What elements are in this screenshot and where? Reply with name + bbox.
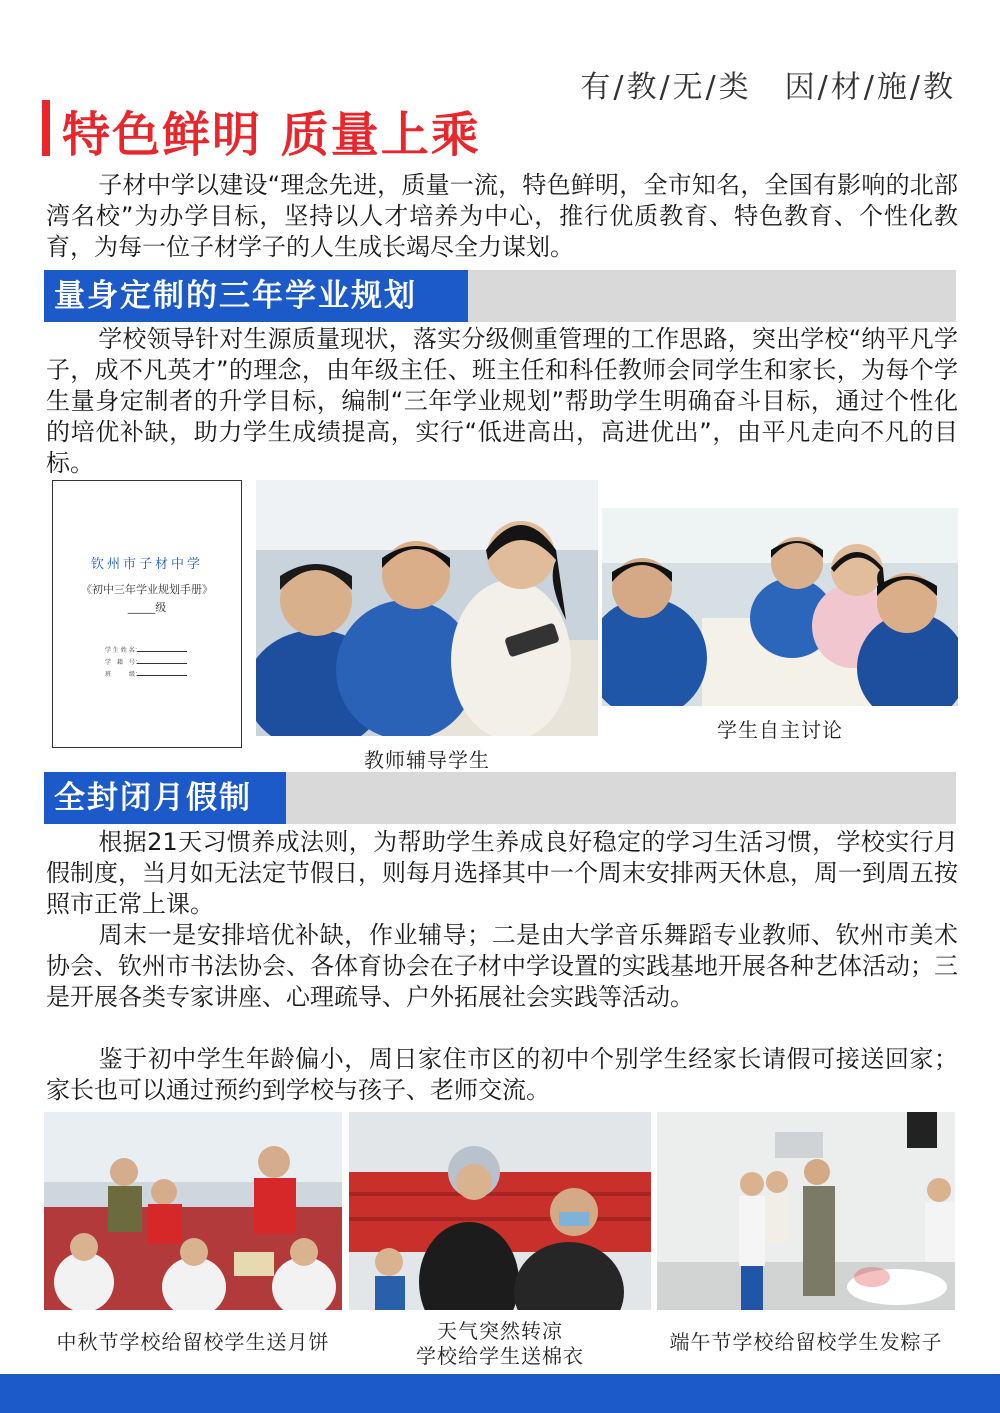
caption-teacher-tutoring: 教师辅导学生: [364, 748, 490, 772]
section2-paragraph-3: [46, 1044, 958, 1106]
booklet-field-line: [137, 651, 187, 652]
planning-booklet-cover: [52, 480, 242, 748]
section2-heading: 全封闭月假制: [44, 772, 286, 824]
section2-paragraph-2: [46, 920, 958, 1013]
section1-heading: 量身定制的三年学业规划: [44, 270, 468, 322]
caption-dragon-boat: 端午节学校给留校学生发粽子: [669, 1330, 943, 1354]
caption-cotton-line2: 学校给学生送棉衣: [416, 1344, 584, 1368]
section1-text: 学校领导针对生源质量现状，落实分级侧重管理的工作思路，突出学校“纳平凡学子，成不凡英才”的理念，由年级主任、班主任和科任教师会同学生和家长，为每个学生量身定制者的升学目标，编制“三年学业规划”帮助学生明确奋斗目标，通过个性化的培优补缺，助力学生成绩提高，实行“低进高出，高进优出”，由平凡走向不凡的目标。: [46, 325, 958, 477]
caption-mid-autumn: 中秋节学校给留校学生送月饼: [56, 1330, 330, 1354]
intro-text: 子材中学以建设“理念先进，质量一流，特色鲜明，全市知名，全国有影响的北部湾名校”为办学目标，坚持以人才培养为中心，推行优质教育、特色教育、个性化教育，为每一位子材学子的人生成长竭尽全力谋划。: [46, 171, 958, 261]
booklet-field-name: 学 生 姓 名：: [105, 647, 141, 654]
section1-paragraph: [46, 324, 958, 479]
booklet-school-name: 钦州市子材中学: [90, 557, 203, 572]
booklet-field-line: [137, 663, 187, 664]
title-accent-bar: [42, 100, 50, 156]
booklet-field-line: [137, 675, 187, 676]
photo-dragon-boat-zongzi: [657, 1112, 955, 1310]
photo-mid-autumn-mooncakes: [44, 1112, 342, 1310]
photo-teacher-tutoring: [256, 480, 598, 736]
section2-text-2: 周末一是安排培优补缺，作业辅导；二是由大学音乐舞蹈专业教师、钦州市美术协会、钦州市书法协会、各体育协会在子材中学设置的实践基地开展各种艺体活动；三是开展各类专家讲座、心理疏导、户外拓展社会实践等活动。: [46, 921, 958, 1011]
caption-student-discussion: 学生自主讨论: [717, 718, 843, 742]
booklet-grade: _____级: [127, 601, 167, 614]
section2-paragraph-1: [46, 827, 958, 920]
photo-cotton-clothes: [349, 1112, 651, 1310]
intro-paragraph: [46, 170, 958, 263]
photo-student-discussion: [602, 508, 958, 706]
footer-bar: [0, 1374, 1000, 1413]
section2-text-3: 鉴于初中学生年龄偏小，周日家住市区的初中个别学生经家长请假可接送回家；家长也可以通过预约到学校与孩子、老师交流。: [46, 1045, 958, 1104]
booklet-field-id: 学 籍 号：: [105, 659, 142, 666]
booklet-field-class: 班 级：: [105, 671, 142, 678]
caption-cotton-line1: 天气突然转凉: [437, 1319, 563, 1343]
section2-text-1: 根据21天习惯养成法则，为帮助学生养成良好稳定的学习生活习惯，学校实行月假制度，当月如无法定节假日，则每月选择其中一个周末安排两天休息，周一到周五按照市正常上课。: [46, 828, 958, 918]
motto: 有/教/无/类 因/材/施/教: [580, 70, 956, 105]
booklet-title: 《初中三年学业规划手册》: [81, 583, 213, 596]
page-title: 特色鲜明 质量上乘: [62, 107, 481, 163]
